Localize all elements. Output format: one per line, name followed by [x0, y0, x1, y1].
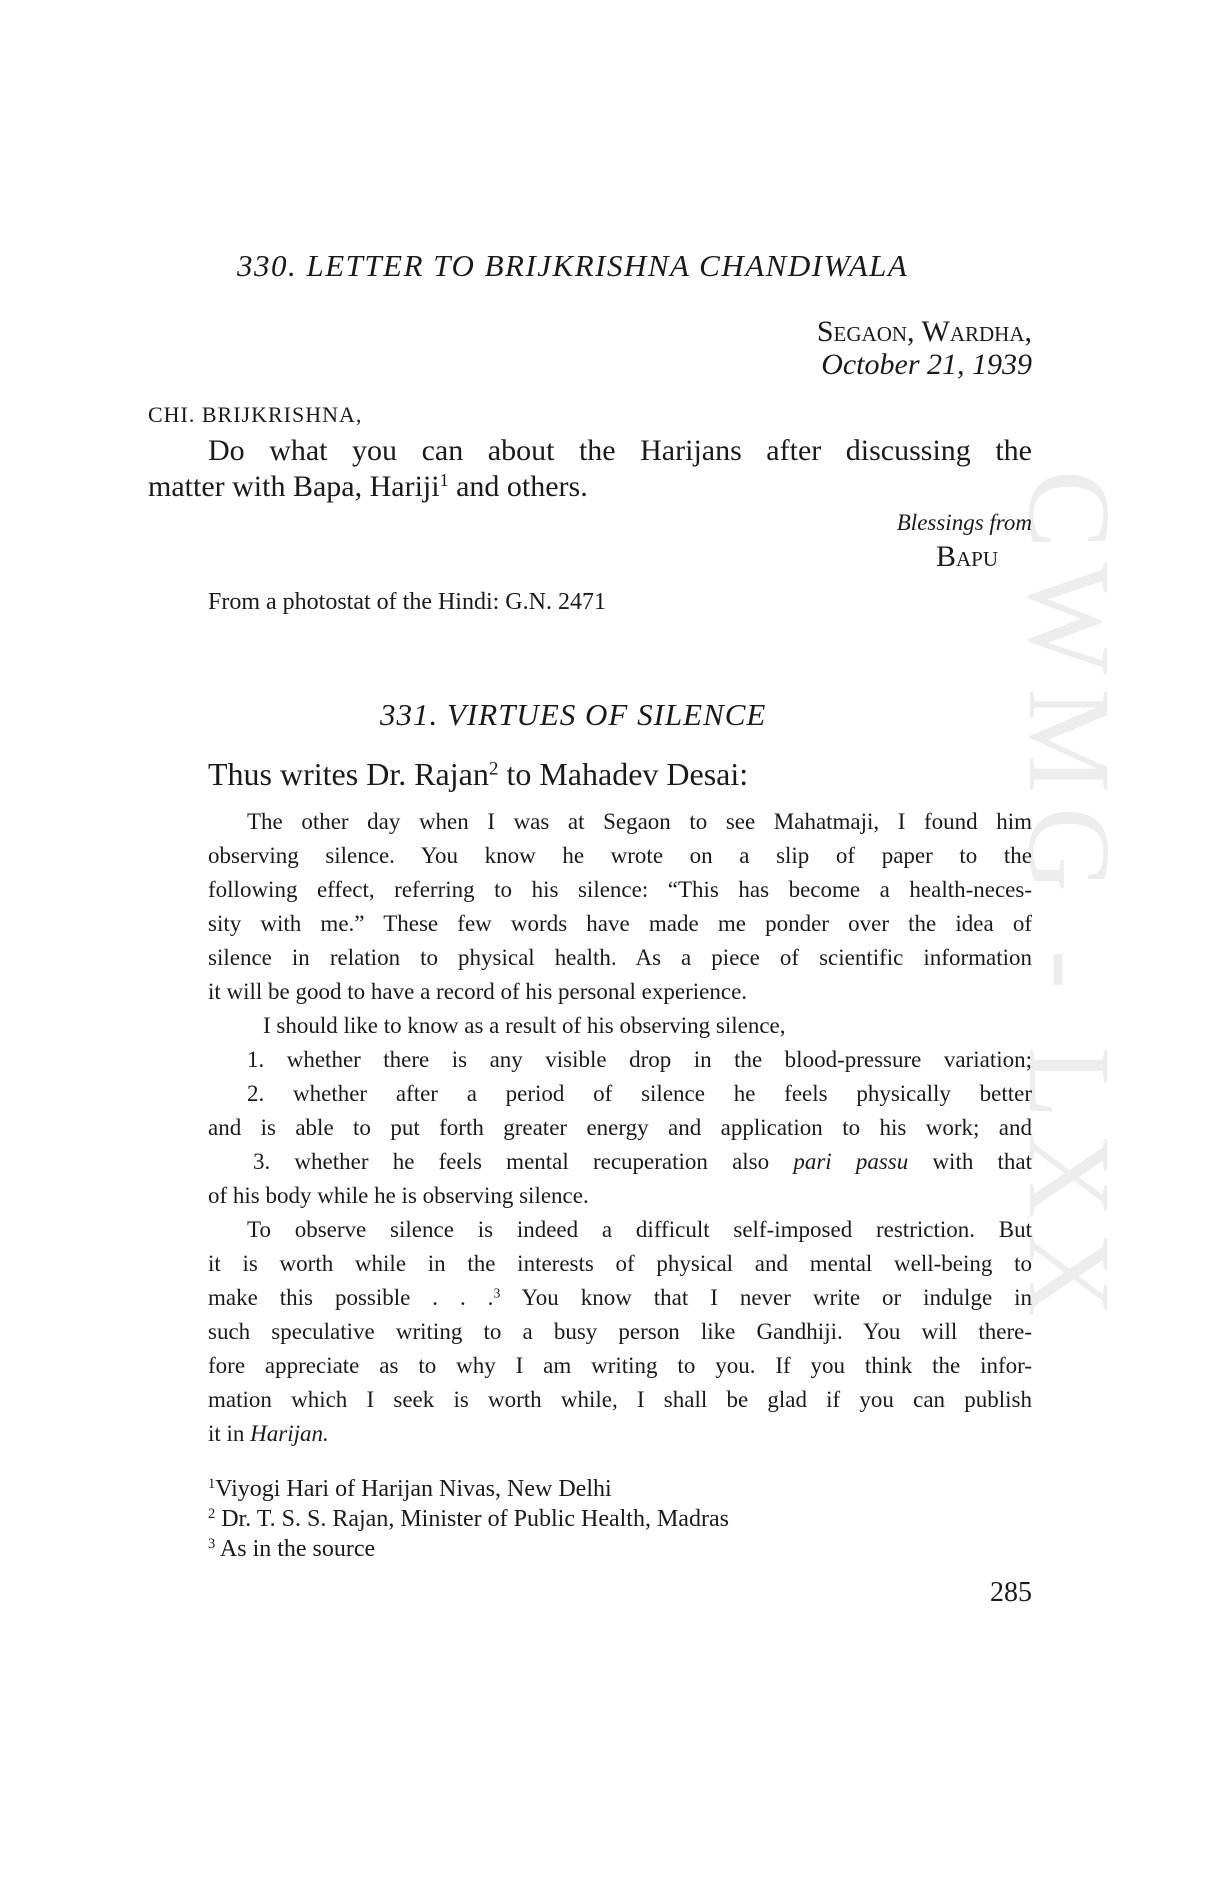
- letter-place: Segaon, Wardha,: [816, 315, 1032, 348]
- quote-line: mation which I seek is worth while, I shall be glad if you can publish: [208, 1387, 1032, 1412]
- quote-line: silence in relation to physical health. As a piece of scientific information: [208, 945, 1032, 970]
- letter-body-line: matter with Bapa, Hariji$^1$ and others.: [148, 470, 588, 503]
- quote-line: it will be good to have a record of his personal experience.: [208, 979, 748, 1004]
- article-title: 331. VIRTUES OF SILENCE: [380, 697, 767, 732]
- footnote: $^3$ As in the source: [208, 1536, 376, 1562]
- letter-salutation: CHI. BRIJKRISHNA,: [148, 402, 363, 427]
- quote-line: The other day when I was at Segaon to see Mahatmaji, I found him: [247, 809, 1032, 834]
- quote-line: such speculative writing to a busy person like Gandhiji. You will there-: [208, 1319, 1032, 1344]
- watermark: CWMG - LXX: [1004, 470, 1135, 1332]
- quote-line: I should like to know as a result of his observing silence,: [263, 1013, 786, 1038]
- quote-line: 2. whether after a period of silence he feels physically better: [247, 1081, 1032, 1106]
- footnote-ref: 3: [493, 1285, 501, 1301]
- italic-title: Harijan.: [250, 1421, 329, 1446]
- quote-line: sity with me.” These few words have made me ponder over the idea of: [208, 911, 1032, 936]
- quote-line: fore appreciate as to why I am writing to you. If you think the infor-: [208, 1353, 1032, 1378]
- quote-line: To observe silence is indeed a difficult self-imposed restriction. But: [247, 1217, 1032, 1242]
- letter-source: From a photostat of the Hindi: G.N. 2471: [208, 589, 606, 615]
- letter-body-line: Do what you can about the Harijans after discussing the: [208, 434, 1032, 467]
- quote-line: and is able to put forth greater energy and application to his work; and: [208, 1115, 1032, 1140]
- footnote: $^2$ Dr. T. S. S. Rajan, Minister of Public Health, Madras: [208, 1506, 729, 1532]
- letter-closing: Blessings from: [896, 510, 1032, 535]
- letter-signature: Bapu: [935, 540, 998, 573]
- quote-line: observing silence. You know he wrote on a slip of paper to the: [208, 843, 1032, 868]
- quote-line: following effect, referring to his silence: “This has become a health-neces-: [208, 877, 1032, 902]
- quote-line: make this possible . . .$^3$ You know that I never write or indulge in: [208, 1285, 1032, 1310]
- footnote-ref: 2: [488, 758, 499, 780]
- quote-line: 3. whether he feels mental recuperation also pari passu with that: [253, 1149, 1032, 1174]
- page-number: 285: [990, 1577, 1032, 1608]
- footnote-ref: 1: [439, 470, 449, 491]
- italic-phrase: pari passu: [793, 1149, 909, 1174]
- letter-title: 330. LETTER TO BRIJKRISHNA CHANDIWALA: [237, 248, 909, 283]
- quote-line: it in Harijan.: [208, 1421, 329, 1446]
- footnote: $^1$Viyogi Hari of Harijan Nivas, New Delhi: [208, 1476, 612, 1502]
- quote-line: 1. whether there is any visible drop in the blood-pressure variation;: [247, 1047, 1032, 1072]
- quote-line: of his body while he is observing silence.: [208, 1183, 589, 1208]
- article-intro: Thus writes Dr. Rajan$^2$ to Mahadev Desai:: [208, 756, 749, 792]
- footnotes: [208, 1474, 729, 1564]
- letter-date: October 21, 1939: [821, 348, 1032, 381]
- quote-line: it is worth while in the interests of physical and mental well-being to: [208, 1251, 1032, 1276]
